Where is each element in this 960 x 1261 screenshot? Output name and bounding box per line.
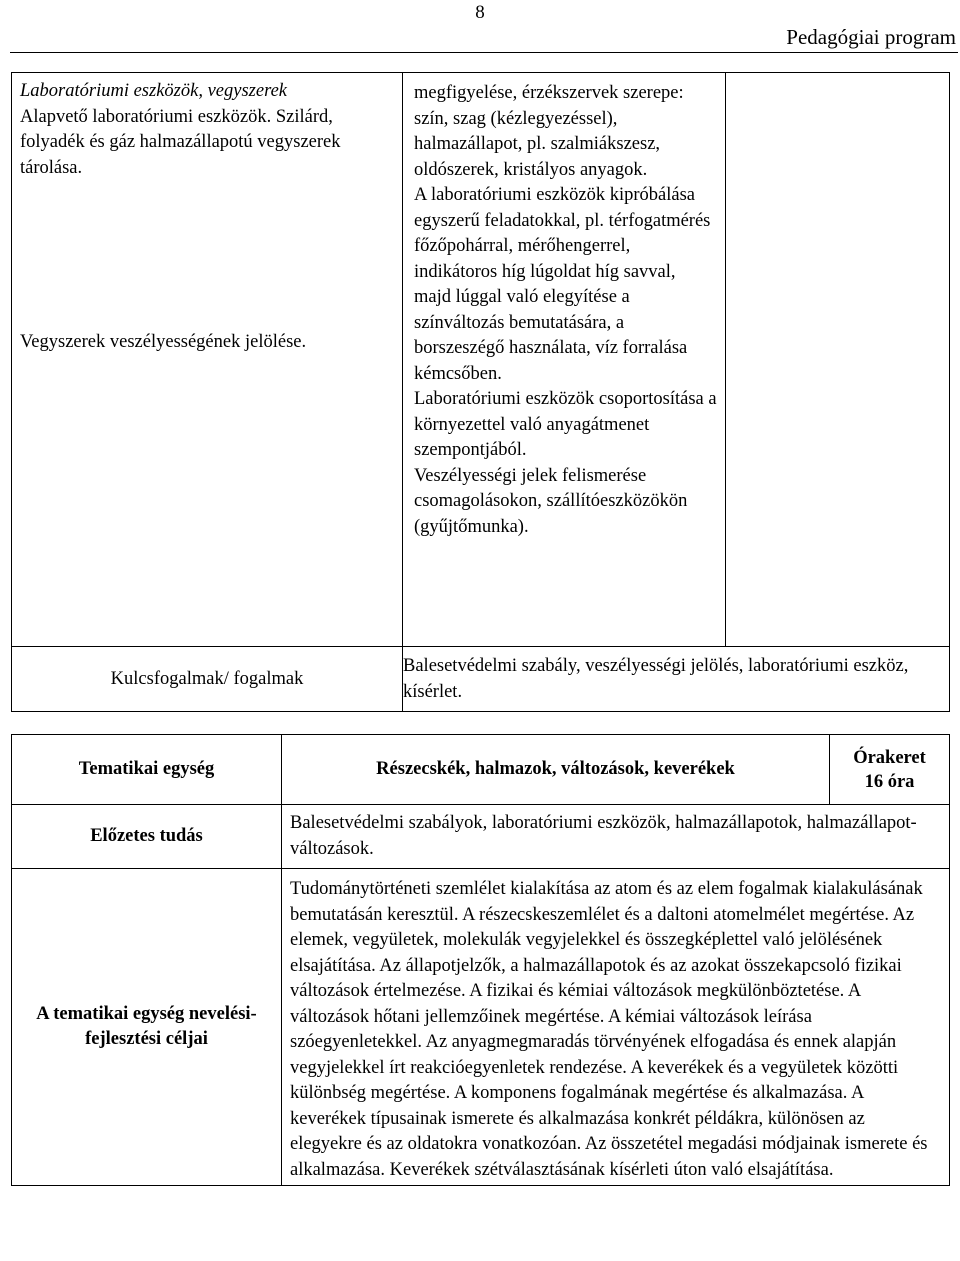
key-concepts-label: Kulcsfogalmak/ fogalmak [12,647,403,712]
goals-row [12,869,950,1186]
thematic-unit-table [11,734,950,1186]
hours-value: 16 óra [864,771,915,792]
page-number: 8 [475,2,485,23]
activity-trying-tools: A laboratóriumi eszközök kipróbálása egyszerű feladatokkal, pl. térfogatmérés főzőpohárral, mérőhengerrel, indikátoros híg lúgoldat híg savval, majd lúggal való elegyítése a színváltozás bemutatására, a borszeszégő használata, víz forralása kémcsőben. [414,185,711,384]
goals-text: Tudománytörténeti szemlélet kialakítása az atom és az elem fogalmak kialakulásának bemutatásán keresztül. A részecskeszemlélet és a daltoni atomelmélet megértése. Az elemek, vegyületek, molekulák vegyjelekkel és összegképlettel való jelölésének elsajátítása. Az állapotjelzők, a halmazállapotok és az azokat összekapcsoló fizikai változások értelmezése. A fizikai és kémiai változások megkülönböztetése. A változások hőtani jellemzőinek megértése. A kémiai változások leírása szóegyenletekkel. Az anyagmegmaradás törvényének elfogadása és ennek alapján vegyjelekkel írt reakcióegyenletek rendezése. A keverékek és a vegyületek közötti különbség megértése. A komponens fogalmának megértése és alkalmazása. A keverékek típusainak ismerete és alkalmazása konkrét példákra, különösen az elegyekre és az oldatokra vonatkozóan. Az összetétel megadási módjainak ismerete és alkalmazása. Keverékek szétválasztásának kísérleti úton való elsajátítása. [282,869,950,1186]
hazard-marking-text: Vegyszerek veszélyességének jelölése. [20,332,307,352]
lab-tools-heading: Laboratóriumi eszközök, vegyszerek [20,81,288,101]
hours-cell [830,735,950,805]
thematic-unit-row [12,735,950,805]
hours-label: Órakeret [853,747,926,768]
lab-tools-table [11,72,950,712]
page-header-title: Pedagógiai program [786,25,956,49]
prior-knowledge-label: Előzetes tudás [12,805,282,869]
header-divider [10,52,958,53]
lab-tools-right-cell [726,73,950,647]
activity-hazard-signs: Veszélyességi jelek felismerése csomagolásokon, szállítóeszközökön (gyűjtőmunka). [414,465,688,537]
thematic-unit-title: Részecskék, halmazok, változások, keverékek [282,735,830,805]
prior-knowledge-row [12,805,950,869]
goals-label: A tematikai egység nevelési-fejlesztési céljai [12,869,282,1186]
lab-tools-storage-text: Alapvető laboratóriumi eszközök. Szilárd, folyadék és gáz halmazállapotú vegyszerek tárolása. [20,106,341,178]
lab-tools-content-row [12,73,950,647]
thematic-unit-label: Tematikai egység [12,735,282,805]
key-concepts-text: Balesetvédelmi szabály, veszélyességi jelölés, laboratóriumi eszköz, kísérlet. [403,647,950,712]
key-concepts-row [12,647,950,712]
prior-knowledge-text: Balesetvédelmi szabályok, laboratóriumi eszközök, halmazállapotok, halmazállapot-változások. [282,805,950,869]
lab-tools-left-cell [12,73,403,647]
lab-tools-activities-cell [403,73,726,647]
activity-observation: megfigyelése, érzékszervek szerepe: szín, szag (kézlegyezéssel), halmazállapot, pl. szalmiákszesz, oldószerek, kristályos anyagok. [414,83,684,180]
activity-grouping: Laboratóriumi eszközök csoportosítása a környezettel való anyagátmenet szempontjából. [414,389,717,460]
